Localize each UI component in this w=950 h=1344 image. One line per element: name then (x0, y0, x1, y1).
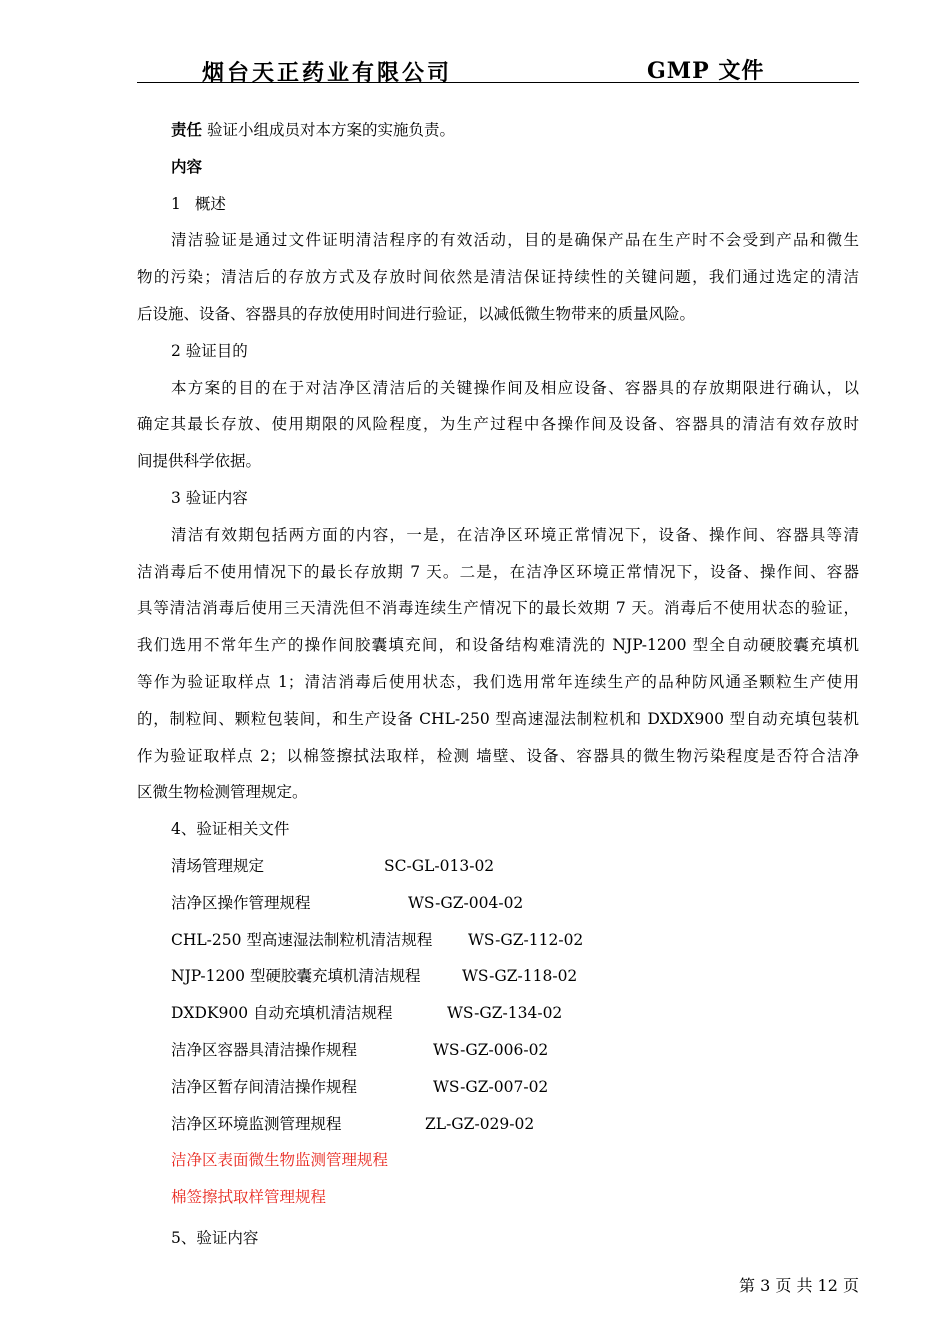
page-header (137, 52, 859, 86)
document-row (137, 1106, 859, 1143)
document-code: WS-GZ-004-02 (408, 893, 524, 912)
document-name: 洁净区环境监测管理规程 (171, 1114, 342, 1133)
paragraph-line: 清洁有效期包括两方面的内容，一是，在洁净区环境正常情况下，设备、操作间、容器具等清 (171, 525, 859, 544)
document-type: GMP 文件 (647, 58, 765, 84)
section-4-heading: 4、验证相关文件 (171, 820, 290, 839)
purpose-paragraph (137, 370, 859, 480)
highlighted-document: 棉签擦拭取样管理规程 (171, 1188, 327, 1207)
paragraph-line: 具等清洁消毒后使用三天清洗但不消毒连续生产情况下的最长效期 7 天。消毒后不使用状态的验证， (137, 599, 859, 618)
header-divider (137, 82, 859, 83)
document-row (137, 1032, 859, 1069)
paragraph-line: 物的污染；清洁后的存放方式及存放时间依然是清洁保证持续性的关键问题，我们通过选定的清洁 (137, 268, 859, 287)
paragraph-line: 的，制粒间、颗粒包装间，和生产设备 CHL-250 型高速湿法制粒机和 DXDX900 型自动充填包装机 (137, 709, 859, 728)
section-1-number: 1 (171, 194, 181, 213)
paragraph-line: 区微生物检测管理规定。 (137, 783, 308, 802)
document-code: ZL-GZ-029-02 (425, 1114, 535, 1133)
paragraph-line: 作为验证取样点 2；以棉签擦拭法取样，检测 墙壁、设备、容器具的微生物污染程度是否符合洁净 (137, 746, 859, 765)
scope-paragraph (137, 517, 859, 811)
document-name: 洁净区容器具清洁操作规程 (171, 1040, 358, 1059)
paragraph-line: 确定其最长存放、使用期限的风险程度，为生产过程中各操作间及设备、容器具的清洁有效存放时 (137, 415, 859, 434)
document-row (137, 995, 859, 1032)
document-row (137, 958, 859, 995)
responsibility-line (137, 112, 859, 149)
paragraph-line: 间提供科学依据。 (137, 452, 262, 471)
document-code: WS-GZ-118-02 (462, 967, 578, 986)
responsibility-text: 验证小组成员对本方案的实施负责。 (206, 121, 455, 139)
document-code: WS-GZ-006-02 (433, 1040, 549, 1059)
document-name: CHL-250 型高速湿法制粒机清洁规程 (171, 930, 433, 949)
responsibility-label: 责任 (171, 120, 203, 139)
section-1-title: 概述 (194, 194, 226, 213)
section-3-heading: 3 验证内容 (171, 488, 248, 507)
section-1-heading (137, 186, 859, 223)
document-row (137, 848, 859, 885)
document-name: DXDK900 自动充填机清洁规程 (171, 1004, 393, 1023)
document-name: NJP-1200 型硬胶囊充填机清洁规程 (171, 967, 421, 986)
paragraph-line: 我们选用不常年生产的操作间胶囊填充间，和设备结构难清洗的 NJP-1200 型全自动硬胶囊充填机 (137, 636, 859, 655)
document-name: 洁净区操作管理规程 (171, 893, 311, 912)
paragraph-line: 洁消毒后不使用情况下的最长存放期 7 天。二是，在洁净区环境正常情况下，设备、操作间、容器 (137, 562, 859, 581)
paragraph-line: 后设施、设备、容器具的存放使用时间进行验证，以减低微生物带来的质量风险。 (137, 304, 696, 323)
document-name: 洁净区暂存间清洁操作规程 (171, 1077, 358, 1096)
page-number: 第 3 页 共 12 页 (739, 1276, 859, 1295)
related-documents-list (137, 848, 859, 1216)
document-code: SC-GL-013-02 (384, 856, 495, 875)
section-2-heading: 2 验证目的 (171, 341, 248, 360)
document-code: WS-GZ-112-02 (468, 930, 584, 949)
content-heading: 内容 (171, 156, 203, 176)
document-row (137, 885, 859, 922)
paragraph-line: 清洁验证是通过文件证明清洁程序的有效活动，目的是确保产品在生产时不会受到产品和微生 (171, 231, 859, 250)
document-code: WS-GZ-134-02 (447, 1004, 563, 1023)
document-name: 清场管理规定 (171, 856, 265, 875)
document-row (137, 1069, 859, 1106)
document-body (137, 112, 859, 1257)
document-row (137, 922, 859, 959)
highlighted-document: 洁净区表面微生物监测管理规程 (171, 1151, 389, 1170)
section-5-heading: 5、验证内容 (171, 1228, 259, 1247)
document-code: WS-GZ-007-02 (433, 1077, 549, 1096)
company-name: 烟台天正药业有限公司 (202, 60, 453, 86)
overview-paragraph (137, 222, 859, 332)
paragraph-line: 本方案的目的在于对洁净区清洁后的关键操作间及相应设备、容器具的存放期限进行确认，以 (171, 378, 859, 397)
paragraph-line: 等作为验证取样点 1；清洁消毒后使用状态，我们选用常年连续生产的品种防风通圣颗粒生产使用 (137, 672, 859, 691)
